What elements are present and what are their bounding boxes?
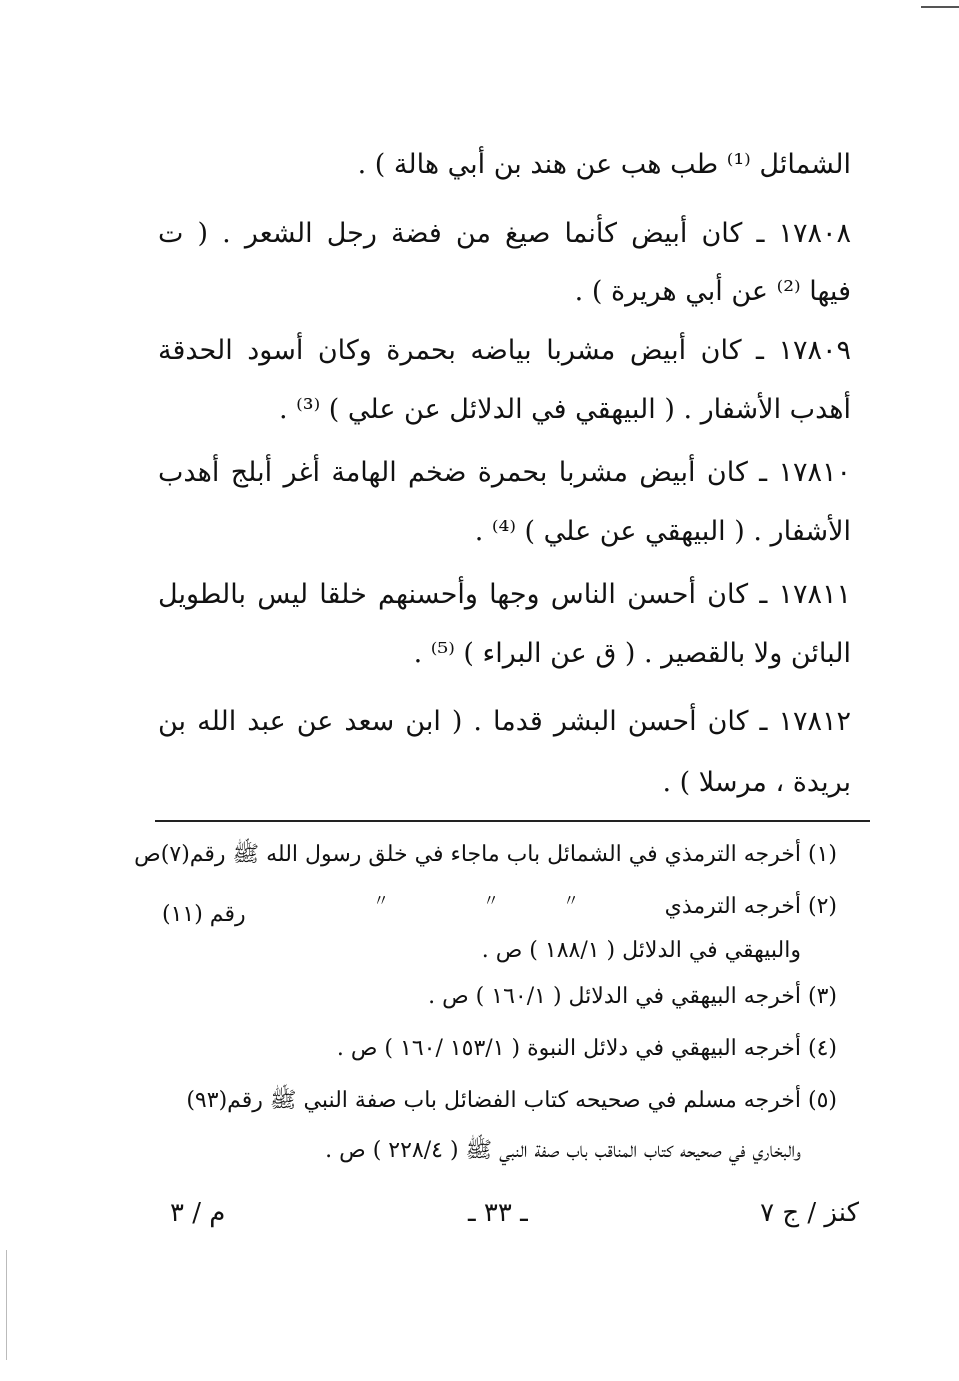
footnote-1: (١) أخرجه الترمذي في الشمائل باب ماجاء في خلق رسول الله ﷺ رقم(٧)ص [134, 842, 837, 867]
hadith-17812-line-2: بريدة ، مرسلا ) . [662, 767, 851, 798]
hadith-17809-line-1: ١٧٨٠٩ ـ كان أبيض مشربا بياضه بحمرة وكان أسود الحدقة [158, 335, 851, 366]
footnote-5: (٥) أخرجه مسلم في صحيحه كتاب الفضائل باب صفة النبي ﷺ رقم(٩٣) [186, 1088, 837, 1113]
ditto-mark: 〃 [562, 891, 579, 910]
footnote-divider [155, 820, 870, 822]
footnote-2-continued: والبيهقي في الدلائل ( ١٨٨/١ ) ص . [481, 938, 801, 963]
hadith-17810-line-2: الأشفار . ( البيهقي عن علي ) ⁽⁴⁾ . [474, 516, 851, 547]
footnote-2-number: رقم (١١) [162, 902, 246, 927]
signature-mark: كنز / ج ٧ [760, 1198, 859, 1228]
footnote-5-continued: والبخاري في صحيحه كتاب المناقب باب صفة النبي ﷺ ( ٢٢٨/٤ ) ص . [325, 1138, 801, 1163]
ditto-mark: 〃 [372, 891, 389, 910]
main-text-line: الشمائل ⁽¹⁾ طب هب عن هند بن أبي هالة ) . [357, 149, 851, 180]
hadith-17811-line-1: ١٧٨١١ ـ كان أحسن الناس وجها وأحسنهم خلقا ليس بالطويل [158, 579, 851, 610]
volume-mark: م / ٣ [170, 1198, 226, 1228]
top-edge-mark [921, 6, 959, 8]
page-number: ـ ٣٣ ـ [468, 1198, 528, 1228]
footnote-2: (٢) أخرجه الترمذي [664, 894, 837, 919]
hadith-17808-line-1: ١٧٨٠٨ ـ كان أبيض كأنما صيغ من فضة رجل الشعر . ( ت [158, 218, 851, 249]
ditto-mark: 〃 [482, 891, 499, 910]
hadith-17809-line-2: أهدب الأشفار . ( البيهقي في الدلائل عن علي ) ⁽³⁾ . [278, 394, 851, 425]
footnote-4: (٤) أخرجه البيهقي في دلائل النبوة ( ١٥٣/١ /١٦٠ ) ص . [336, 1036, 837, 1061]
hadith-17811-line-2: البائن ولا بالقصير . ( ق عن البراء ) ⁽⁵⁾ . [413, 638, 851, 669]
hadith-17812-line-1: ١٧٨١٢ ـ كان أحسن البشر قدما . ( ابن سعد عن عبد الله بن [158, 706, 851, 737]
footnote-3: (٣) أخرجه البيهقي في الدلائل ( ١٦٠/١ ) ص . [428, 984, 837, 1009]
scan-edge-mark [6, 1250, 7, 1360]
hadith-17810-line-1: ١٧٨١٠ ـ كان أبيض مشربا بحمرة ضخم الهامة أغر أبلج أهدب [158, 457, 851, 488]
hadith-17808-line-2: فيها ⁽²⁾ عن أبي هريرة ) . [574, 276, 851, 307]
